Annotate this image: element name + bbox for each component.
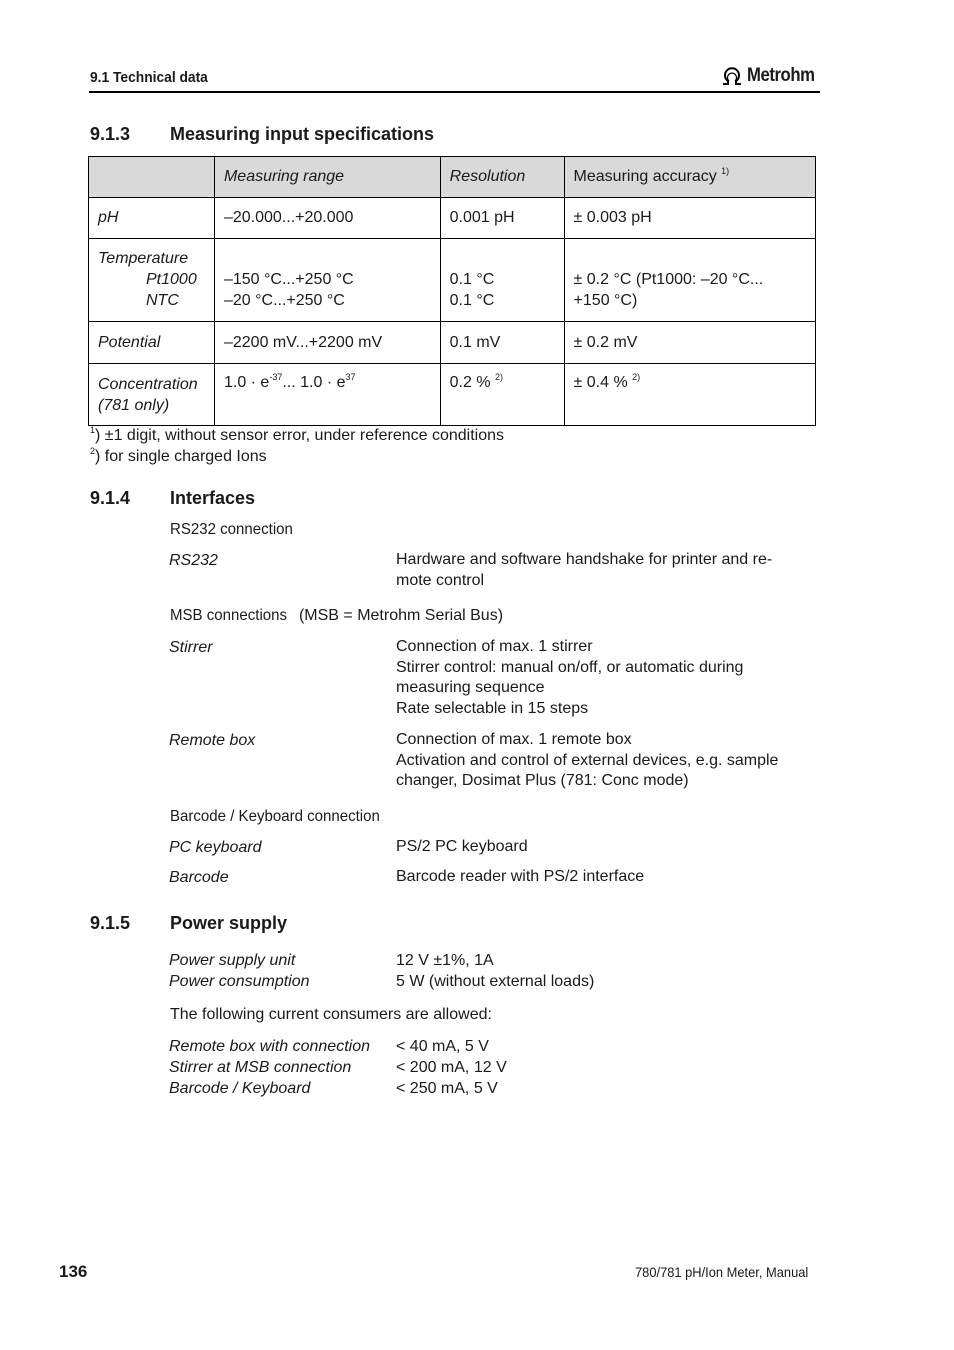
psu-label: Power supply unit: [169, 952, 296, 969]
rs232-label: RS232: [169, 552, 218, 569]
header-accuracy-label: Measuring accuracy: [573, 168, 717, 185]
metrohm-logo: [720, 65, 824, 87]
power-consumption-label: Power consumption: [169, 973, 310, 990]
header-measuring-range: Measuring range: [214, 157, 440, 198]
resolution-cell: 0.001 pH: [440, 198, 564, 239]
footnote-ref: 2): [495, 372, 504, 382]
range-cell: –20.000...+20.000: [214, 198, 440, 239]
footnote-ref: 2): [632, 372, 641, 382]
rs232-value-line-1: Hardware and software handshake for printer and re-: [396, 551, 773, 568]
footnote-mark: 1: [90, 425, 96, 435]
range-exp-a: -37: [269, 372, 283, 382]
resolution-pt1000: 0.1 °C: [449, 271, 495, 288]
param-pt1000: Pt1000: [146, 271, 197, 288]
barcode-keyboard-heading: Barcode / Keyboard connection: [170, 808, 380, 825]
section-number-913: 9.1.3: [90, 124, 131, 144]
accuracy-cell: [564, 364, 815, 426]
range-cell: –2200 mV...+2200 mV: [214, 322, 440, 364]
accuracy-cell: [564, 239, 815, 322]
header-rule: [89, 91, 820, 93]
accuracy-line-1: ± 0.2 °C (Pt1000: –20 °C...: [573, 271, 764, 288]
resolution-ntc: 0.1 °C: [449, 292, 495, 309]
accuracy-cell: ± 0.003 pH: [564, 198, 815, 239]
consumer-label: Barcode / Keyboard: [169, 1080, 311, 1097]
param-cell: Potential: [89, 322, 215, 364]
pc-keyboard-label: PC keyboard: [169, 839, 262, 856]
footnote-text: ) ±1 digit, without sensor error, under reference conditions: [95, 427, 505, 444]
rs232-heading: RS232 connection: [170, 521, 293, 538]
param-temperature: Temperature: [98, 250, 189, 267]
consumer-value: < 40 mA, 5 V: [396, 1038, 489, 1055]
table-row-potential: [89, 322, 816, 364]
table-row-concentration: [89, 364, 816, 426]
table-header-row: [89, 157, 816, 198]
param-ntc: NTC: [146, 292, 179, 309]
param-781-only: (781 only): [98, 397, 170, 414]
table-row-ph: [89, 198, 816, 239]
section-number-915: 9.1.5: [90, 913, 131, 933]
consumer-value: < 250 mA, 5 V: [396, 1080, 498, 1097]
section-number-914: 9.1.4: [90, 488, 131, 508]
consumers-intro: The following current consumers are allowed:: [170, 1006, 492, 1023]
accuracy-value: ± 0.4 %: [573, 374, 628, 391]
header-resolution: Resolution: [440, 157, 564, 198]
brand-name: Metrohm: [747, 65, 815, 86]
psu-value: 12 V ±1%, 1A: [396, 952, 494, 969]
rs232-value-line-2: mote control: [396, 571, 485, 589]
range-cell: [214, 239, 440, 322]
param-concentration: Concentration: [98, 376, 198, 393]
stirrer-line: Stirrer control: manual on/off, or automatic during: [396, 658, 744, 676]
range-exp-b: 37: [345, 372, 356, 382]
pc-keyboard-value: PS/2 PC keyboard: [396, 838, 528, 855]
resolution-cell: [440, 364, 564, 426]
barcode-value: Barcode reader with PS/2 interface: [396, 868, 645, 885]
stirrer-value: [396, 637, 743, 719]
footnote-mark: 2: [90, 446, 96, 456]
remote-line: Activation and control of external devices, e.g. sample: [396, 751, 779, 769]
footnote-2: [90, 448, 267, 466]
header-cell-empty: [89, 157, 215, 198]
footer-doc-title: 780/781 pH/Ion Meter, Manual: [635, 1264, 809, 1280]
range-part-b: ... 1.0 · e: [282, 374, 346, 391]
power-consumption-value: 5 W (without external loads): [396, 973, 595, 990]
remote-line: changer, Dosimat Plus (781: Conc mode): [396, 772, 689, 789]
consumer-label: Remote box with connection: [169, 1038, 370, 1055]
footnote-ref: 1): [721, 166, 730, 176]
remote-line: Connection of max. 1 remote box: [396, 731, 632, 748]
consumer-value: < 200 mA, 12 V: [396, 1059, 507, 1076]
range-ntc: –20 °C...+250 °C: [223, 292, 345, 309]
range-cell: [214, 364, 440, 426]
section-title-915: Power supply: [170, 913, 288, 933]
param-cell: [89, 239, 215, 322]
consumer-label: Stirrer at MSB connection: [169, 1059, 352, 1076]
accuracy-line-2: +150 °C): [573, 292, 638, 309]
resolution-value: 0.2 %: [449, 374, 491, 391]
section-title-913: Measuring input specifications: [170, 124, 435, 144]
resolution-cell: [440, 239, 564, 322]
measuring-spec-table: [88, 156, 816, 426]
metrohm-omega-icon: [720, 66, 744, 86]
remote-box-value: [396, 730, 778, 792]
page-number: 136: [59, 1262, 88, 1281]
barcode-label: Barcode: [169, 869, 229, 886]
param-cell: [89, 364, 215, 426]
msb-heading: [170, 607, 503, 625]
rs232-value: [396, 550, 772, 591]
stirrer-line: Connection of max. 1 stirrer: [396, 638, 593, 655]
range-pt1000: –150 °C...+250 °C: [223, 271, 354, 288]
stirrer-label: Stirrer: [169, 639, 213, 656]
section-title-914: Interfaces: [170, 488, 256, 508]
footnote-1: [90, 427, 504, 445]
footnote-text: ) for single charged Ions: [95, 448, 267, 465]
param-cell: pH: [89, 198, 215, 239]
stirrer-line: Rate selectable in 15 steps: [396, 699, 589, 717]
msb-heading-label: MSB connections: [170, 607, 288, 624]
msb-heading-suffix: (MSB = Metrohm Serial Bus): [294, 607, 504, 624]
stirrer-line: measuring sequence: [396, 679, 545, 696]
table-row-temperature: [89, 239, 816, 322]
remote-box-label: Remote box: [169, 732, 256, 749]
header-measuring-accuracy: [564, 157, 815, 198]
running-header-title: 9.1 Technical data: [90, 69, 208, 86]
accuracy-cell: ± 0.2 mV: [564, 322, 815, 364]
range-part-a: 1.0 · e: [223, 374, 270, 391]
resolution-cell: 0.1 mV: [440, 322, 564, 364]
